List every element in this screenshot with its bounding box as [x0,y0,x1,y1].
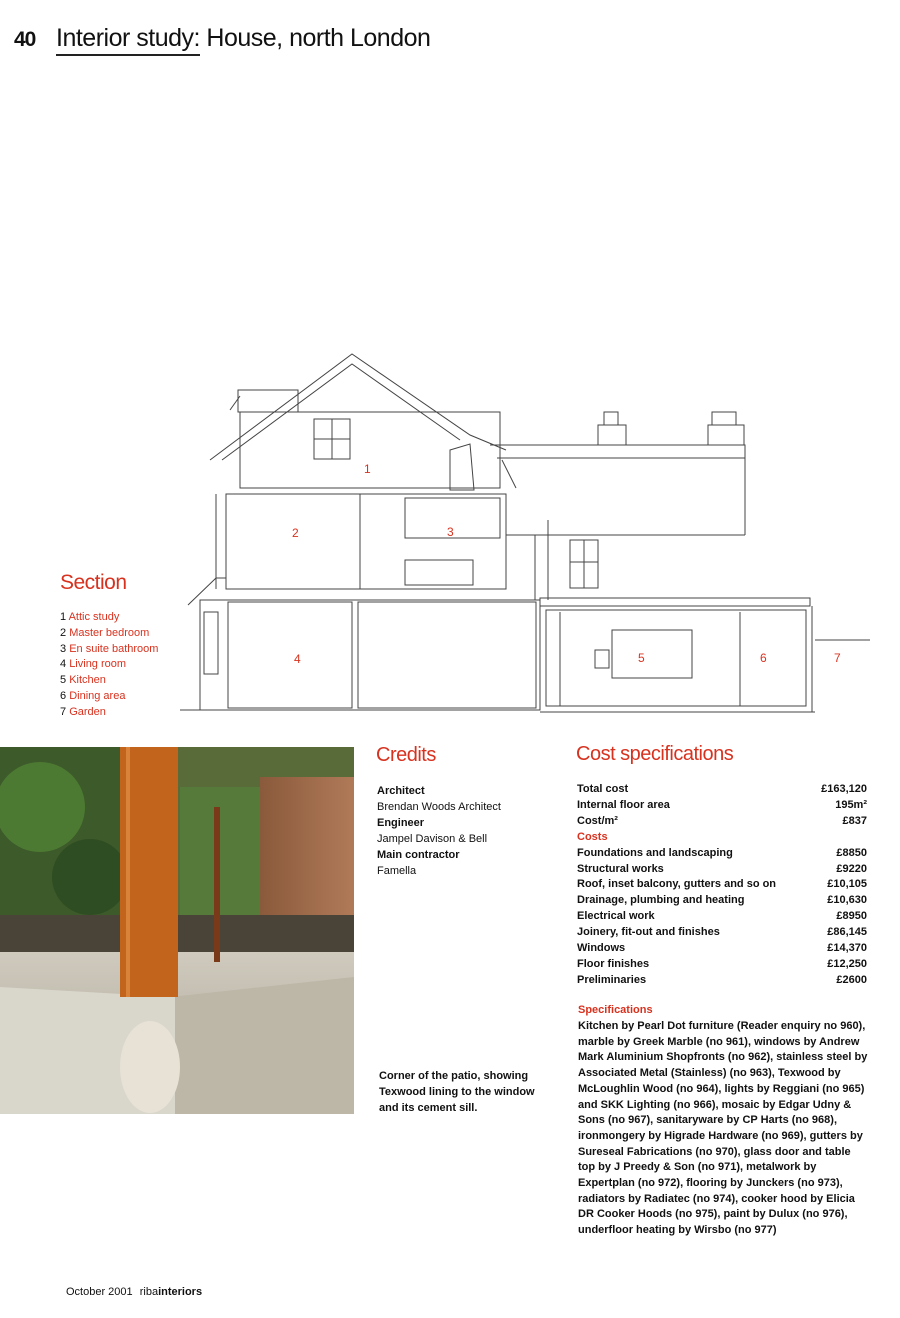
page-number: 40 [14,28,36,51]
patio-photo [0,747,354,1114]
cost-title: Cost specifications [576,743,734,765]
drawing-label-1: 1 [364,462,371,476]
legend-item: 7 Garden [60,705,106,718]
legend-item: 1 Attic study [60,611,120,623]
headline-title: House, north London [206,24,431,52]
credit-role: Main contractor [377,849,460,861]
footer-date: October 2001 [66,1286,133,1298]
specifications-heading: Specifications [578,1004,653,1016]
section-legend [60,610,158,721]
headline-kicker: Interior study: [56,24,200,56]
footer-brand: ribainteriors [139,1286,203,1298]
credit-name: Famella [377,865,417,877]
cost-row: Foundations and landscaping £8850 [577,846,867,859]
credit-name: Jampel Davison & Bell [377,833,488,845]
credits-list [377,783,501,879]
page-headline [56,24,430,53]
cost-row: Preliminaries £2600 [577,973,867,986]
cost-row: Roof, inset balcony, gutters and so on £10,105 [577,878,867,891]
cost-row: Cost/m² £837 [577,814,867,827]
specifications-text: Kitchen by Pearl Dot furniture (Reader enquiry no 960), marble by Greek Marble (no 961), windows by Andrew Mark Aluminium Shopfronts (no 962), stainless steel by Associated Metal (Stainless) (no 963), Texwood by McLoughlin Wood (no 964), lights by Reggiani (no 965) and SKK Lighting (no 966), mosaic by Edgar Udny & Sons (no 967), sanitaryware by CP Harts (no 968), ironmongery by Higrade Hardware (no 969), gutters by Sureseal Fabrications (no 970), glass door and table top by J Preedy & Son (no 971), metalwork by Expertplan (no 972), flooring by Junckers (no 973), radiators by Radiatec (no 974), cooker hood by Elicia DR Cooker Hoods (no 975), paint by Dulux (no 976), underfloor heating by Wirsbo (no 977) [578,1020,868,1237]
legend-item: 4 Living room [60,658,127,671]
legend-item: 5 Kitchen [60,674,106,687]
credits-title: Credits [376,744,436,766]
drawing-label-3: 3 [447,525,454,539]
costs-heading: Costs [577,830,608,843]
cost-row: Total cost £163,120 [577,783,867,795]
cost-row: Internal floor area 195m² [577,798,867,811]
cost-row: Windows £14,370 [577,942,867,955]
drawing-label-5: 5 [638,651,645,665]
cost-row: Floor finishes £12,250 [577,957,867,970]
credit-role: Engineer [377,817,425,829]
cost-row: Drainage, plumbing and heating £10,630 [577,894,867,907]
photo-caption: Corner of the patio, showing Texwood lining to the window and its cement sill. [379,1070,535,1114]
cost-row: Structural works £9220 [577,862,867,875]
legend-item: 3 En suite bathroom [60,642,159,655]
section-title: Section [60,571,127,594]
drawing-label-7: 7 [834,651,841,665]
cost-row: Joinery, fit-out and finishes £86,145 [577,926,867,939]
legend-item: 6 Dining area [60,689,126,702]
cost-table [577,782,867,989]
credit-name: Brendan Woods Architect [377,801,501,813]
legend-item: 2 Master bedroom [60,626,150,639]
credit-role: Architect [377,785,425,797]
drawing-label-2: 2 [292,526,299,540]
cost-row: Electrical work £8950 [577,910,867,923]
drawing-label-6: 6 [760,651,767,665]
page-footer [66,1286,202,1298]
drawing-label-4: 4 [294,652,301,666]
